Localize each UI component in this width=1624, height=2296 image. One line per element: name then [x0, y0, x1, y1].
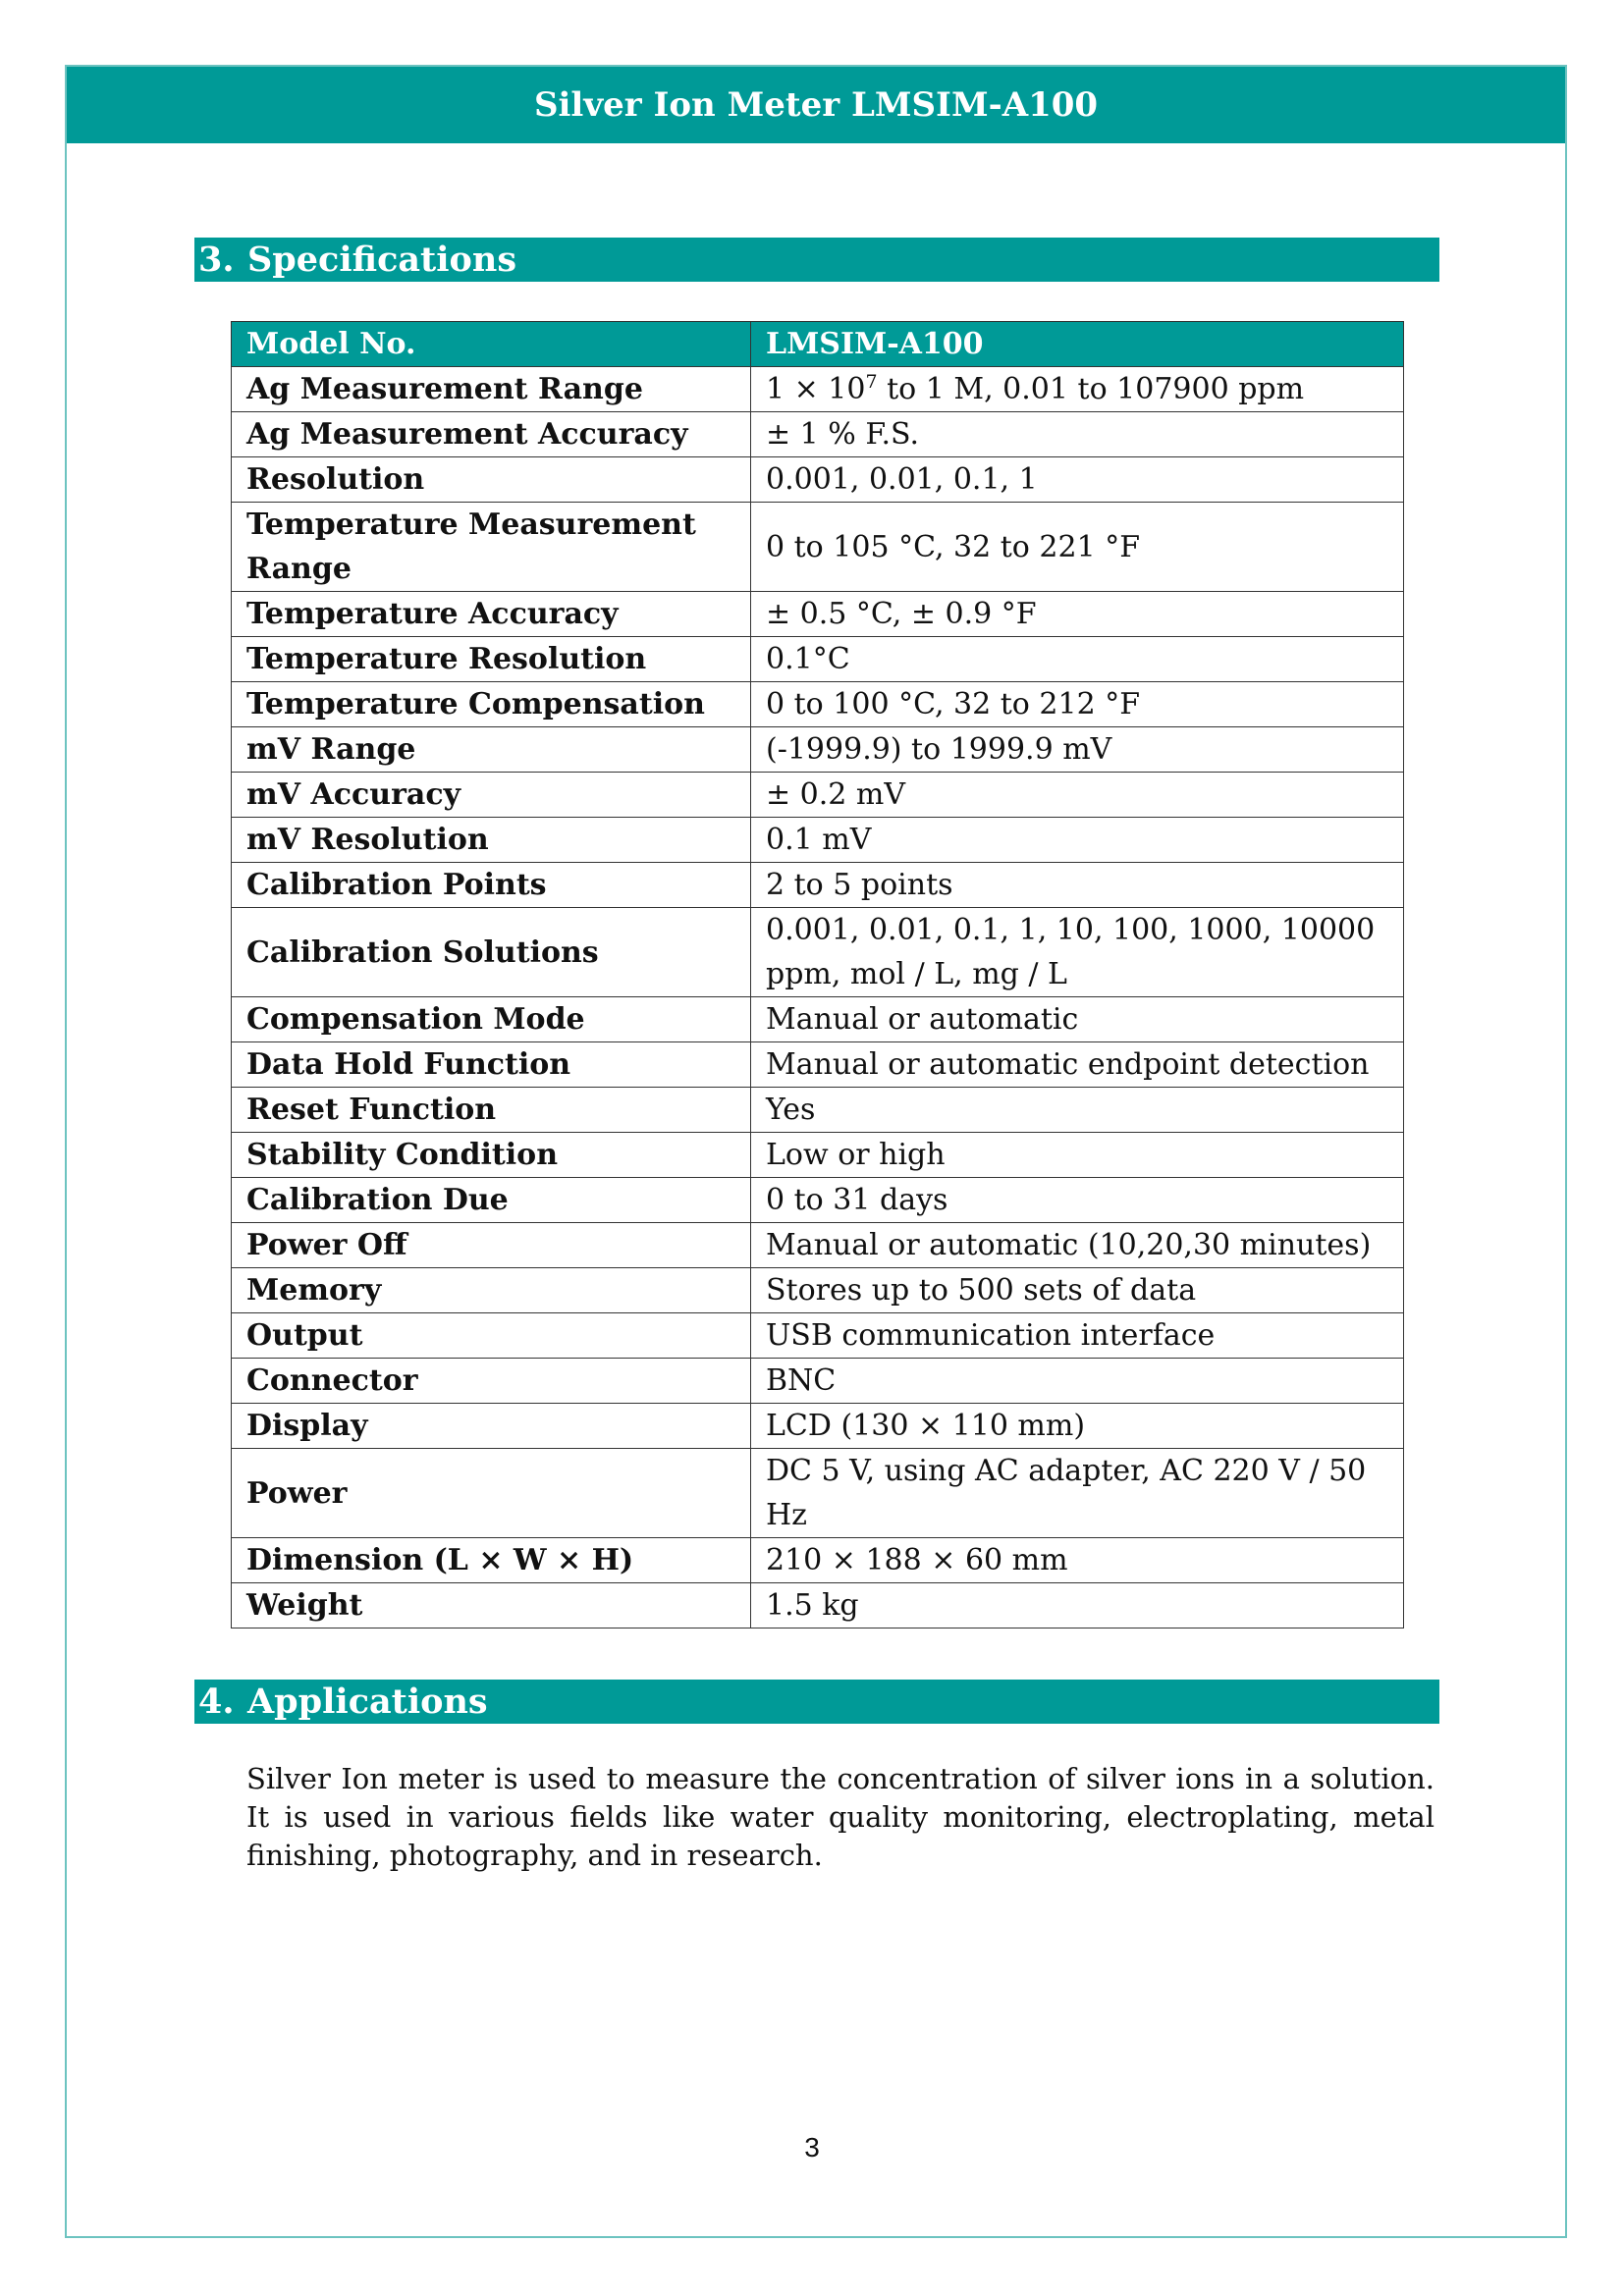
row-label: Display — [232, 1404, 751, 1449]
section-heading-specifications — [194, 238, 1439, 282]
row-value: USB communication interface — [751, 1313, 1404, 1359]
label-line: Temperature Measurement — [246, 507, 696, 542]
section-number: 3. — [198, 240, 235, 280]
table-row — [232, 457, 1404, 503]
specifications-table — [231, 321, 1404, 1629]
table-row — [232, 1088, 1404, 1133]
row-label: Temperature Accuracy — [232, 592, 751, 637]
row-value: Stores up to 500 sets of data — [751, 1268, 1404, 1313]
row-label: Resolution — [232, 457, 751, 503]
row-value: 0 to 100 °C, 32 to 212 °F — [751, 682, 1404, 727]
row-value: Yes — [751, 1088, 1404, 1133]
row-value: 1.5 kg — [751, 1583, 1404, 1629]
table-row — [232, 1538, 1404, 1583]
row-value: 0.001, 0.01, 0.1, 1 — [751, 457, 1404, 503]
table-row — [232, 773, 1404, 818]
table-row — [232, 908, 1404, 997]
row-label: mV Resolution — [232, 818, 751, 863]
header-title: Silver Ion Meter LMSIM-A100 — [533, 85, 1099, 125]
row-label — [232, 503, 751, 592]
row-value: DC 5 V, using AC adapter, AC 220 V / 50 Hz — [751, 1449, 1404, 1538]
table-row — [232, 637, 1404, 682]
row-value: Manual or automatic endpoint detection — [751, 1042, 1404, 1088]
row-value: ± 1 % F.S. — [751, 412, 1404, 457]
row-label: mV Range — [232, 727, 751, 773]
table-row — [232, 503, 1404, 592]
table-row — [232, 412, 1404, 457]
row-label: Compensation Mode — [232, 997, 751, 1042]
table-header-value: LMSIM-A100 — [751, 322, 1404, 367]
value-line: ppm, mol / L, mg / L — [766, 957, 1067, 991]
table-row — [232, 1583, 1404, 1629]
row-label: mV Accuracy — [232, 773, 751, 818]
row-label: Temperature Resolution — [232, 637, 751, 682]
row-label: Calibration Solutions — [232, 908, 751, 997]
row-value: 0.1°C — [751, 637, 1404, 682]
row-label: Dimension (L × W × H) — [232, 1538, 751, 1583]
section-title: Specifications — [247, 240, 517, 280]
table-row — [232, 682, 1404, 727]
applications-paragraph: Silver Ion meter is used to measure the concentration of silver ions in a solution. It is used in various fields like water quality monitoring, electroplating, metal finishing, photography, and in research. — [246, 1762, 1435, 1872]
section-number: 4. — [198, 1682, 235, 1722]
value-part: to 1 M, 0.01 to 107900 ppm — [877, 372, 1305, 406]
table-row — [232, 818, 1404, 863]
section-heading-applications — [194, 1680, 1439, 1724]
row-label: Stability Condition — [232, 1133, 751, 1178]
row-value: BNC — [751, 1359, 1404, 1404]
table-row — [232, 1268, 1404, 1313]
row-value — [751, 367, 1404, 412]
table-row — [232, 1223, 1404, 1268]
row-label: Temperature Compensation — [232, 682, 751, 727]
row-value: 2 to 5 points — [751, 863, 1404, 908]
row-label: Ag Measurement Range — [232, 367, 751, 412]
section-title: Applications — [247, 1682, 488, 1722]
row-label: Power — [232, 1449, 751, 1538]
row-label: Output — [232, 1313, 751, 1359]
table-row — [232, 1133, 1404, 1178]
table-row — [232, 1404, 1404, 1449]
table-row — [232, 863, 1404, 908]
value-part: 1 × 10 — [766, 372, 866, 406]
value-line: 0.001, 0.01, 0.1, 1, 10, 100, 1000, 10000 — [766, 913, 1376, 947]
table-row — [232, 727, 1404, 773]
row-value: Manual or automatic (10,20,30 minutes) — [751, 1223, 1404, 1268]
row-value: Low or high — [751, 1133, 1404, 1178]
page-header — [67, 67, 1565, 143]
row-value: (-1999.9) to 1999.9 mV — [751, 727, 1404, 773]
row-value: ± 0.2 mV — [751, 773, 1404, 818]
row-label: Power Off — [232, 1223, 751, 1268]
row-label: Weight — [232, 1583, 751, 1629]
row-value: 210 × 188 × 60 mm — [751, 1538, 1404, 1583]
page-number: 3 — [804, 2132, 820, 2163]
table-row — [232, 1042, 1404, 1088]
row-value: 0 to 31 days — [751, 1178, 1404, 1223]
row-label: Connector — [232, 1359, 751, 1404]
label-line: Range — [246, 552, 352, 586]
row-label: Calibration Due — [232, 1178, 751, 1223]
table-row — [232, 367, 1404, 412]
row-label: Memory — [232, 1268, 751, 1313]
table-header-row — [232, 322, 1404, 367]
row-value: ± 0.5 °C, ± 0.9 °F — [751, 592, 1404, 637]
table-row — [232, 1313, 1404, 1359]
table-header-label: Model No. — [232, 322, 751, 367]
value-superscript: 7 — [865, 371, 878, 393]
row-value: 0 to 105 °C, 32 to 221 °F — [751, 503, 1404, 592]
row-label: Calibration Points — [232, 863, 751, 908]
row-label: Ag Measurement Accuracy — [232, 412, 751, 457]
row-label: Data Hold Function — [232, 1042, 751, 1088]
row-value: LCD (130 × 110 mm) — [751, 1404, 1404, 1449]
table-row — [232, 1449, 1404, 1538]
table-row — [232, 1178, 1404, 1223]
row-value: 0.1 mV — [751, 818, 1404, 863]
table-row — [232, 592, 1404, 637]
row-value: Manual or automatic — [751, 997, 1404, 1042]
table-row — [232, 997, 1404, 1042]
table-row — [232, 1359, 1404, 1404]
row-label: Reset Function — [232, 1088, 751, 1133]
row-value — [751, 908, 1404, 997]
